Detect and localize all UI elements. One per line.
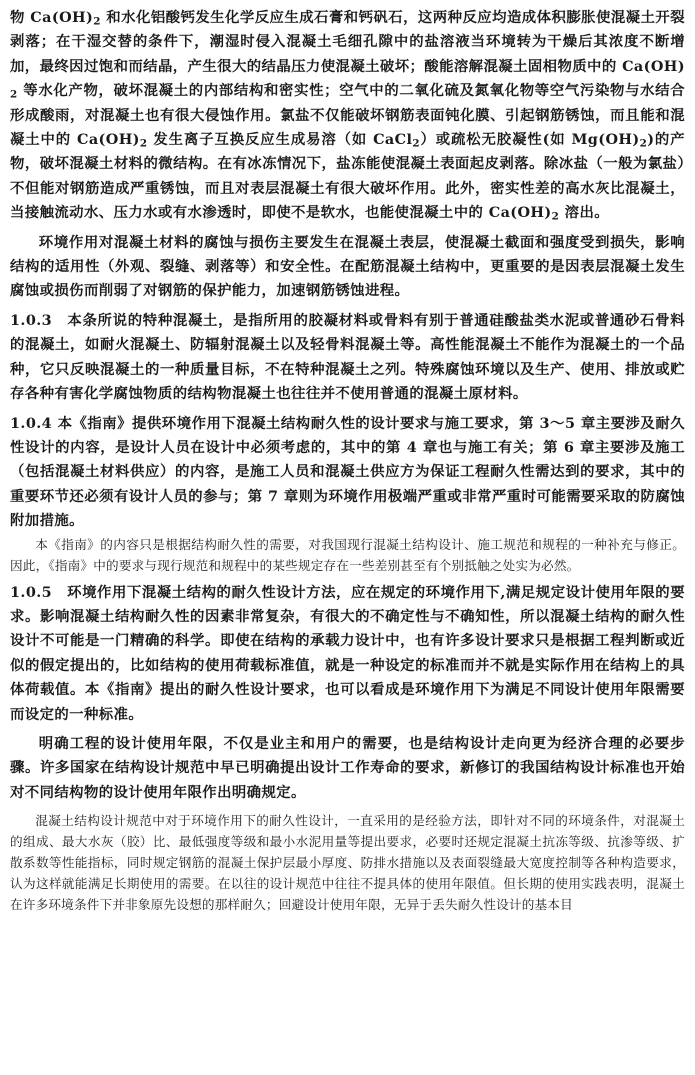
paragraph-7: 明确工程的设计使用年限，不仅是业主和用户的需要，也是结构设计走向更为经济合理的必要步骤。许多国家在结构设计规范中早已明确提出设计工作寿命的要求，新修订的我国结构设计标准也开始对不同结构物的设计使用年限作出明确规定。 bbox=[10, 734, 685, 801]
paragraph-8: 混凝土结构设计规范中对于环境作用下的耐久性设计，一直采用的是经验方法，即针对不同的环境条件，对混凝土的组成、最大水灰（胶）比、最低强度等级和最小水泥用量等提出要求，必要时还规定混凝土抗冻等级、抗渗等级、扩散系数等性能指标，同时规定钢筋的混凝土保护层最小厚度、防排水措施以及表面裂缝最大宽度控制等各种构造要求，认为这样就能满足长期使用的需要。在以往的设计规范中往往不提具体的使用年限值。但长期的使用实践表明，混凝土在许多环境条件下并非象原先设想的那样耐久；回避设计使用年限，无异于丢失耐久性设计的基本目 bbox=[10, 813, 685, 913]
paragraph-4: 1.0.4 本《指南》提供环境作用下混凝土结构耐久性的设计要求与施工要求，第 3～5 章主要涉及耐久性设计的内容，是设计人员在设计中必须考虑的，其中的第 4 章也与施工有关；第 6 章主要涉及施工（包括混凝土材料供应）的内容，是施工人员和混凝土供应方为保证工程耐久性需达到的要求，其中的重要环节还必须有设计人员的参与；第 7 章则为环境作用极端严重或非常严重时可能需要采取的防腐蚀附加措施。 bbox=[10, 414, 685, 530]
paragraph-6: 1.0.5 环境作用下混凝土结构的耐久性设计方法，应在规定的环境作用下,满足规定设计使用年限的要求。影响混凝土结构耐久性的因素非常复杂，有很大的不确定性与不确知性，所以混凝土结构的耐久性设计不可能是一门精确的科学。即使在结构的承载力设计中，也有许多设计要求只是根据工程判断或近似的假定提出的，比如结构的使用荷载标准值，就是一种设定的标准而并不就是实际作用在结构上的具体荷载值。本《指南》提出的耐久性设计要求，也可以看成是环境作用下为满足不同设计使用年限需要而设定的一种标准。 bbox=[10, 583, 685, 723]
paragraph-1: 物 $Ca(OH)_2$ 和水化铝酸钙发生化学反应生成石膏和钙矾石，这两种反应均造成体积膨胀使混凝土开裂剥落；在干湿交替的条件下，潮湿时侵入混凝土毛细孔隙中的盐溶液当环境转为干燥后其浓度不断增加，最终因过饱和而结晶，产生很大的结晶压力使混凝土破坏；酸能溶解混凝土固相物质中的 $Ca(OH)_2$ 等水化产物，破坏混凝土的内部结构和密实性；空气中的二氧化硫及氮氧化物等空气污染物与水结合形成酸雨，对混凝土也有很大侵蚀作用。氯盐不仅能破坏钢筋表面钝化膜、引起钢筋锈蚀，而且能和混凝土中的 $Ca(OH)_2$ 发生离子互换反应生成易溶（如 CaCl$_2$）或疏松无胶凝性(如 $Mg(OH)_2$)的产物，破坏混凝土材料的微结构。在有冰冻情况下，盐冻能使混凝土表面起皮剥落。除冰盐（一般为氯盐）不但能对钢筋造成严重锈蚀，而且对表层混凝土有很大破坏作用。此外，密实性差的高水灰比混凝土，当接触流动水、压力水或有水渗透时，即使不是软水，也能使混凝土中的 $Ca(OH)_2$ 溶出。 bbox=[10, 9, 685, 223]
paragraph-3: 1.0.3 本条所说的特种混凝土，是指所用的胶凝材料或骨料有别于普通硅酸盐类水泥或普通砂石骨料的混凝土，如耐火混凝土、防辐射混凝土以及轻骨料混凝土等。高性能混凝土不能作为混凝土的一个品种，它只反映混凝土的一种质量目标，不在特种混凝土之列。特殊腐蚀环境以及生产、使用、排放或贮存各种有害化学腐蚀物质的结构物混凝土也往往并不使用普通的混凝土原材料。 bbox=[10, 311, 685, 403]
paragraph-2: 环境作用对混凝土材料的腐蚀与损伤主要发生在混凝土表层，使混凝土截面和强度受到损失，影响结构的适用性（外观、裂缝、剥落等）和安全性。在配筋混凝土结构中，更重要的是因表层混凝土发生腐蚀或损伤而削弱了对钢筋的保护能力，加速钢筋锈蚀进程。 bbox=[10, 233, 685, 300]
paragraph-5: 本《指南》的内容只是根据结构耐久性的需要，对我国现行混凝土结构设计、施工规范和规程的一种补充与修正。因此，《指南》中的要求与现行规范和规程中的某些规定存在一些差别甚至有个别抵触之处实为必然。 bbox=[10, 536, 685, 573]
